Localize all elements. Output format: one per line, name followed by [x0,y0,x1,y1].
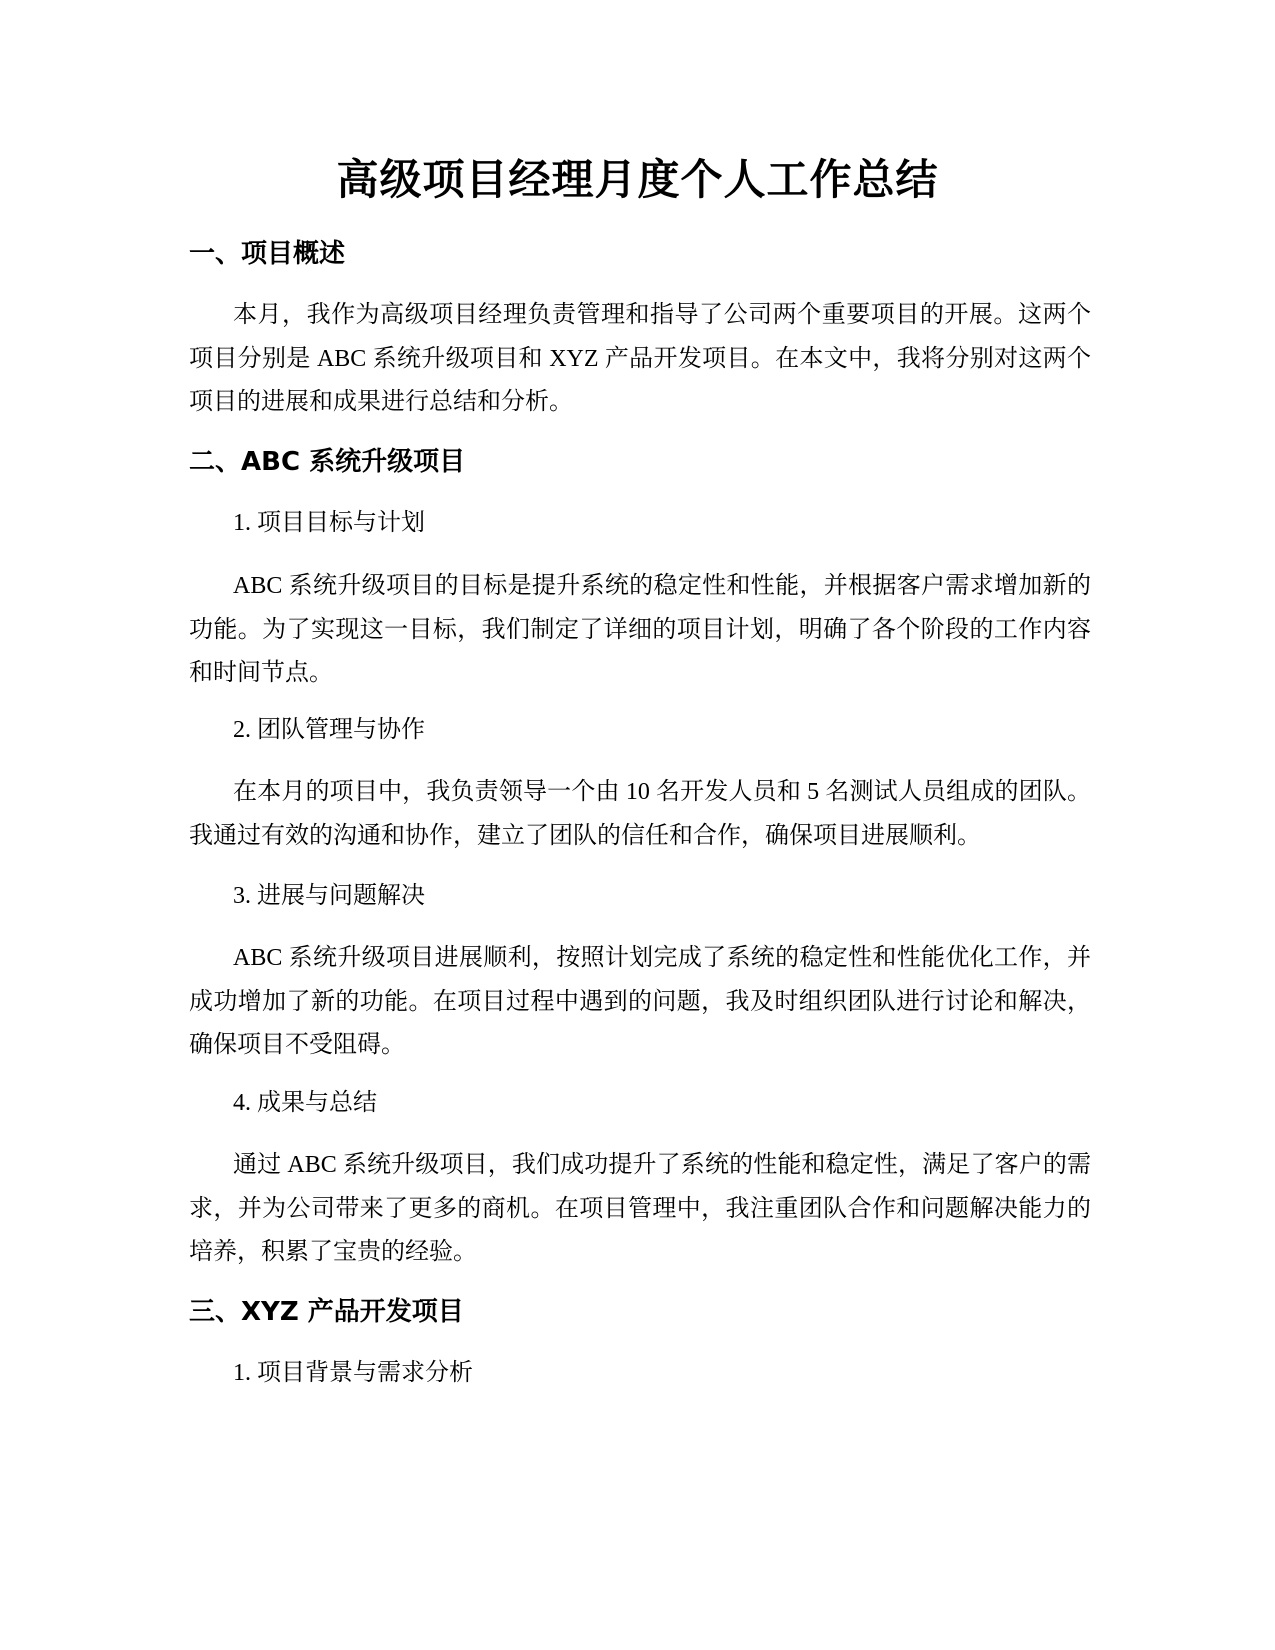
abc-item-progress-label: 3. 进展与问题解决 [233,883,425,909]
xyz-item-background-label: 1. 项目背景与需求分析 [233,1360,473,1386]
section-heading-overview: 一、项目概述 [189,239,346,269]
abc-item-results-paragraph: 通过 ABC 系统升级项目，我们成功提升了系统的性能和稳定性，满足了客户的需求，并为公司带来了更多的商机。在项目管理中，我注重团队合作和问题解决能力的培养，积累了宝贵的经验。 [189,1152,1091,1265]
abc-item-results-label: 4. 成果与总结 [233,1090,377,1116]
abc-item-goals-label: 1. 项目目标与计划 [233,510,425,536]
section-heading-abc-project: 二、ABC 系统升级项目 [189,447,466,477]
abc-item-team-label: 2. 团队管理与协作 [233,717,425,743]
overview-paragraph: 本月，我作为高级项目经理负责管理和指导了公司两个重要项目的开展。这两个项目分别是 ABC 系统升级项目和 XYZ 产品开发项目。在本文中，我将分别对这两个项目的进展和成果进行总结和分析。 [189,302,1091,415]
abc-item-team-paragraph: 在本月的项目中，我负责领导一个由 10 名开发人员和 5 名测试人员组成的团队。我通过有效的沟通和协作，建立了团队的信任和合作，确保项目进展顺利。 [189,779,1091,849]
abc-item-progress-paragraph: ABC 系统升级项目进展顺利，按照计划完成了系统的稳定性和性能优化工作，并成功增加了新的功能。在项目过程中遇到的问题，我及时组织团队进行讨论和解决，确保项目不受阻碍。 [189,945,1091,1058]
document-title: 高级项目经理月度个人工作总结 [336,155,939,204]
section-heading-xyz-project: 三、XYZ 产品开发项目 [189,1297,464,1327]
abc-item-goals-paragraph: ABC 系统升级项目的目标是提升系统的稳定性和性能，并根据客户需求增加新的功能。为了实现这一目标，我们制定了详细的项目计划，明确了各个阶段的工作内容和时间节点。 [189,573,1091,686]
